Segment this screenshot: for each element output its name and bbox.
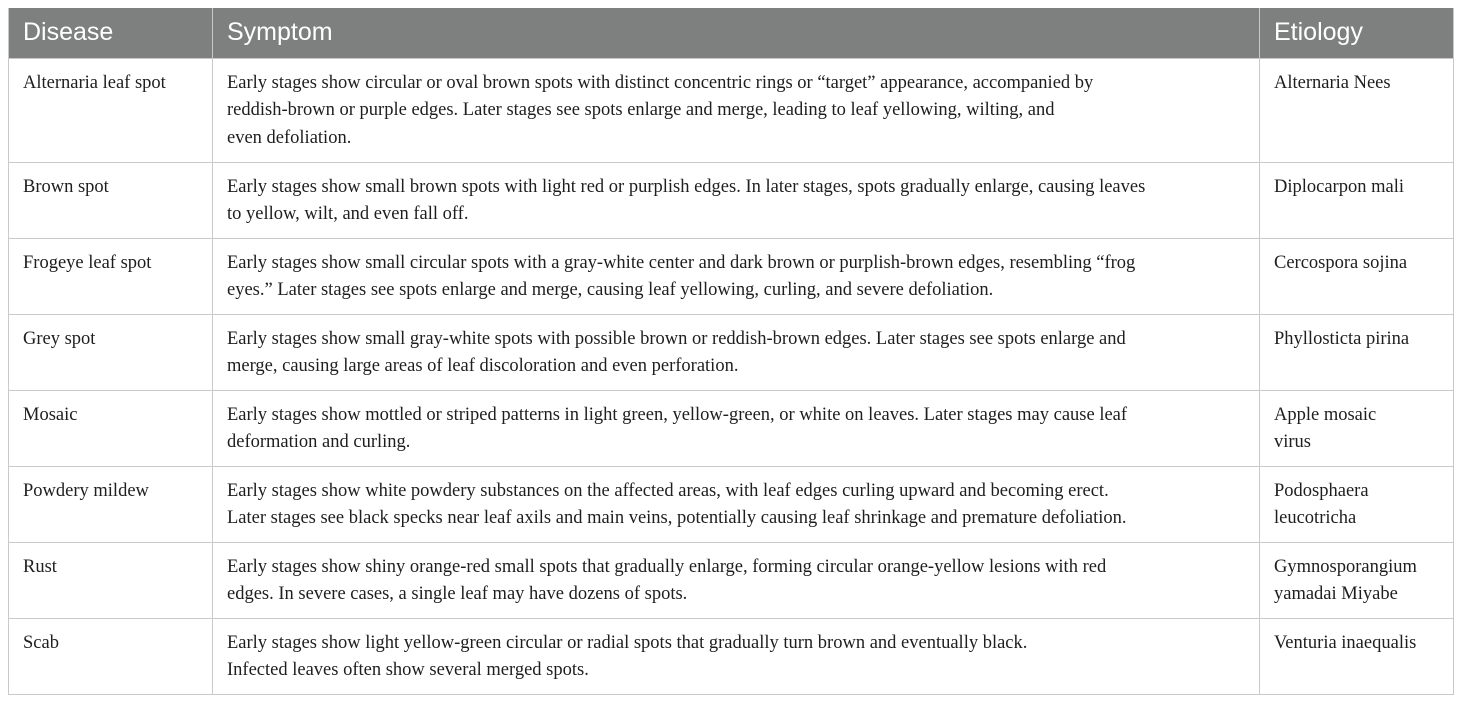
table-header bbox=[9, 8, 1454, 58]
table-row bbox=[9, 466, 1454, 542]
header-disease: Disease bbox=[9, 8, 213, 58]
etiology-line: yamadai Miyabe bbox=[1274, 584, 1398, 604]
etiology-cell bbox=[1260, 390, 1454, 466]
disease-cell: Brown spot bbox=[9, 162, 213, 238]
disease-cell: Rust bbox=[9, 542, 213, 618]
disease-table bbox=[8, 8, 1454, 695]
etiology-line: Apple mosaic bbox=[1274, 404, 1377, 425]
symptom-line: Early stages show circular or oval brown spots with distinct concentric rings or “target” appearance, accompanied by bbox=[227, 72, 1094, 93]
symptom-line: Early stages show small gray-white spots with possible brown or reddish-brown edges. Later stages see spots enlarge and bbox=[227, 328, 1126, 349]
symptom-line: to yellow, wilt, and even fall off. bbox=[227, 204, 469, 224]
symptom-line: Early stages show light yellow-green circular or radial spots that gradually turn brown and eventually black. bbox=[227, 632, 1028, 653]
table-row bbox=[9, 58, 1454, 162]
etiology-line: leucotricha bbox=[1274, 508, 1357, 528]
etiology-cell bbox=[1260, 314, 1454, 390]
symptom-line: deformation and curling. bbox=[227, 432, 411, 452]
symptom-line: eyes.” Later stages see spots enlarge and merge, causing leaf yellowing, curling, and severe defoliation. bbox=[227, 280, 994, 300]
symptom-line: Early stages show shiny orange-red small spots that gradually enlarge, forming circular orange-yellow lesions with red bbox=[227, 556, 1107, 577]
etiology-line: Gymnosporangium bbox=[1274, 556, 1417, 577]
etiology-line: Podosphaera bbox=[1274, 480, 1369, 501]
header-row bbox=[9, 8, 1454, 58]
symptom-line: merge, causing large areas of leaf discoloration and even perforation. bbox=[227, 356, 739, 376]
etiology-line: Cercospora sojina bbox=[1274, 252, 1408, 273]
etiology-cell bbox=[1260, 58, 1454, 162]
header-symptom: Symptom bbox=[213, 8, 1260, 58]
etiology-line: Venturia inaequalis bbox=[1274, 632, 1417, 653]
table-row bbox=[9, 162, 1454, 238]
etiology-line: Phyllosticta pirina bbox=[1274, 328, 1410, 349]
symptom-cell bbox=[213, 390, 1260, 466]
symptom-cell bbox=[213, 542, 1260, 618]
table-row bbox=[9, 314, 1454, 390]
symptom-cell bbox=[213, 314, 1260, 390]
table-row bbox=[9, 238, 1454, 314]
symptom-line: even defoliation. bbox=[227, 127, 352, 148]
etiology-cell bbox=[1260, 542, 1454, 618]
table-row bbox=[9, 618, 1454, 694]
symptom-cell bbox=[213, 162, 1260, 238]
symptom-line: Infected leaves often show several merged spots. bbox=[227, 660, 589, 680]
disease-cell: Frogeye leaf spot bbox=[9, 238, 213, 314]
etiology-line: Diplocarpon mali bbox=[1274, 176, 1404, 197]
symptom-cell bbox=[213, 238, 1260, 314]
disease-cell: Powdery mildew bbox=[9, 466, 213, 542]
symptom-line: edges. In severe cases, a single leaf may have dozens of spots. bbox=[227, 584, 688, 604]
symptom-line: Early stages show small brown spots with light red or purplish edges. In later stages, spots gradually enlarge, causing leaves bbox=[227, 176, 1146, 197]
symptom-line: Early stages show mottled or striped patterns in light green, yellow-green, or white on leaves. Later stages may cause leaf bbox=[227, 404, 1128, 425]
table-row bbox=[9, 542, 1454, 618]
symptom-line: Later stages see black specks near leaf axils and main veins, potentially causing leaf shrinkage and premature defoliation. bbox=[227, 508, 1127, 528]
table-body bbox=[9, 58, 1454, 694]
symptom-cell bbox=[213, 58, 1260, 162]
disease-cell: Scab bbox=[9, 618, 213, 694]
symptom-line: Early stages show small circular spots with a gray-white center and dark brown or purplish-brown edges, resembling “frog bbox=[227, 252, 1136, 273]
table-row bbox=[9, 390, 1454, 466]
header-etiology: Etiology bbox=[1260, 8, 1454, 58]
disease-cell: Mosaic bbox=[9, 390, 213, 466]
disease-cell: Alternaria leaf spot bbox=[9, 58, 213, 162]
etiology-cell bbox=[1260, 238, 1454, 314]
disease-cell: Grey spot bbox=[9, 314, 213, 390]
etiology-cell bbox=[1260, 618, 1454, 694]
symptom-cell bbox=[213, 466, 1260, 542]
symptom-cell bbox=[213, 618, 1260, 694]
symptom-line: reddish-brown or purple edges. Later stages see spots enlarge and merge, leading to leaf yellowing, wilting, and bbox=[227, 100, 1055, 120]
symptom-line: Early stages show white powdery substances on the affected areas, with leaf edges curling upward and becoming erect. bbox=[227, 480, 1109, 501]
etiology-line: Alternaria Nees bbox=[1274, 72, 1391, 93]
etiology-cell bbox=[1260, 162, 1454, 238]
etiology-line: virus bbox=[1274, 432, 1311, 452]
etiology-cell bbox=[1260, 466, 1454, 542]
